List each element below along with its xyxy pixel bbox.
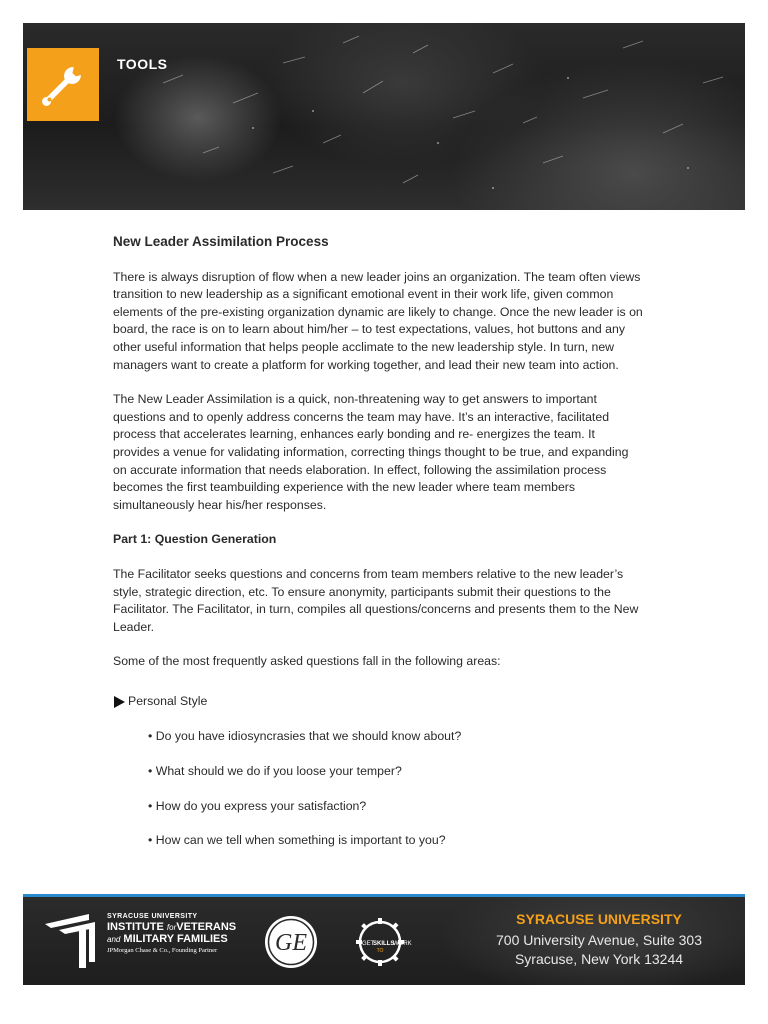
wrench-icon <box>40 62 86 108</box>
header-banner <box>23 23 745 210</box>
ivmf-partner: JPMorgan Chase & Co., Founding Partner <box>107 947 218 954</box>
svg-text:GE: GE <box>275 930 307 956</box>
question-item: • Do you have idiosyncrasies that we should know about? <box>148 729 462 744</box>
university-name: SYRACUSE UNIVERSITY <box>516 911 682 927</box>
question-item: • How do you express your satisfaction? <box>148 798 367 813</box>
sparks-decoration <box>23 23 745 210</box>
area-item-personal-style <box>113 693 643 711</box>
question-item: • What should we do if you loose your temper? <box>148 764 402 779</box>
ivmf-logo-mark <box>45 914 101 968</box>
area-label: Personal Style <box>128 693 208 708</box>
address-line-1: 700 University Avenue, Suite 303 <box>496 932 702 948</box>
intro-paragraph-2: The New Leader Assimilation is a quick, non-threatening way to get answers to important questions and to openly address concerns the team may have. It’s an interactive, facilitated process that accelerates learning, enhances early bonding and re- energizes the team. It provides a venue for validating information, correcting things thought to be true, and expanding on accurate information that needs elaboration. In effect, following the assimilation process becomes the first teambuilding experience with the new leader where team members simultaneously hear his/her responses. <box>113 392 629 512</box>
syracuse-address-block <box>496 911 702 969</box>
ivmf-logo-text <box>107 913 236 955</box>
svg-text:WORK: WORK <box>393 941 412 947</box>
document-body <box>113 233 643 867</box>
ivmf-line1: INSTITUTE forVETERANS <box>107 921 237 933</box>
svg-text:SKILLS: SKILLS <box>373 941 395 947</box>
ivmf-line2: and MILITARY FAMILIES <box>107 933 228 945</box>
ge-logo <box>263 914 319 970</box>
tools-badge <box>27 48 99 121</box>
part1-paragraph-2: Some of the most frequently asked questions fall in the following areas: <box>113 654 501 669</box>
part1-heading: Part 1: Question Generation <box>113 532 277 547</box>
svg-text:GET: GET <box>362 941 375 947</box>
get-skills-to-work-logo <box>348 912 412 972</box>
intro-paragraph-1: There is always disruption of flow when a new leader joins an organization. The team often views transition to new leadership as a significant emotional event in their work life, given common elements of the pre-existing organization dynamic are likely to change. Once the new leader is on board, the race is on to learn about him/her – to test expectations, values, hot buttons and any other useful information that helps people acclimate to the new leadership style. In turn, new managers want to create a platform for working together, and lead their new team into action. <box>113 269 643 372</box>
svg-text:TO: TO <box>376 948 384 954</box>
footer-banner <box>23 897 745 985</box>
document-title: New Leader Assimilation Process <box>113 234 329 249</box>
section-label: TOOLS <box>117 56 168 72</box>
triangle-arrow-icon <box>113 696 125 708</box>
question-item: • How can we tell when something is important to you? <box>148 833 446 848</box>
part1-paragraph-1: The Facilitator seeks questions and concerns from team members relative to the new leader’s style, strategic direction, etc. To ensure anonymity, participants submit their questions to the Facilitator. The Facilitator, in turn, compiles all questions/concerns and presents them to the New Leader. <box>113 566 639 634</box>
ivmf-university: SYRACUSE UNIVERSITY <box>107 913 198 920</box>
address-line-2: Syracuse, New York 13244 <box>514 951 684 967</box>
